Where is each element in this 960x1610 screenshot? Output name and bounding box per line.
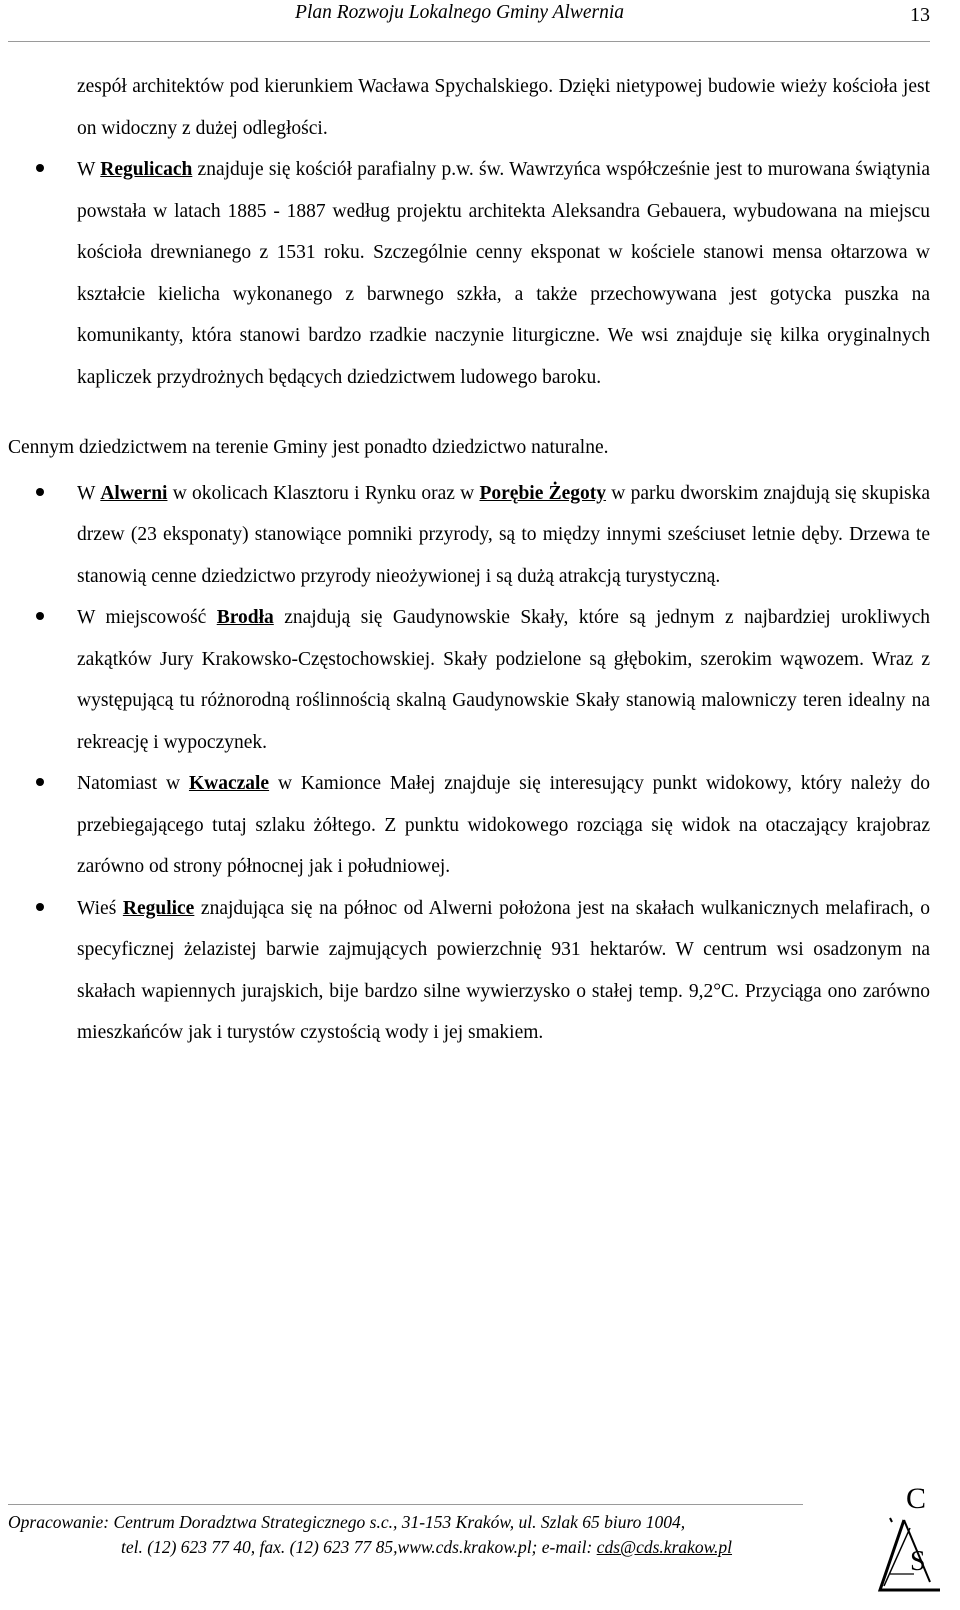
list-item-alwerni: W Alwerni w okolicach Klasztoru i Rynku oraz w Porębie Żegoty w parku dworskim znajdują się skupiska drzew (23 eksponaty) stanowiące pomniki przyrody, są to między innymi sześciuset letnie dęby. Drzewa te stanowią cenne dziedzictwo przyrody nieożywionej i są dużą atrakcją turystyczną. bbox=[8, 473, 930, 598]
document-title: Plan Rozwoju Lokalnego Gminy Alwernia bbox=[295, 2, 624, 23]
bullet-icon bbox=[36, 488, 44, 496]
cds-logo-icon bbox=[870, 1478, 950, 1598]
page-header bbox=[0, 0, 960, 42]
footer-contact: tel. (12) 623 77 40, fax. (12) 623 77 85,www.cds.krakow.pl; e-mail: cds@cds.krakow.pl bbox=[121, 1537, 733, 1557]
list-item-regulicach: W Regulicach znajduje się kościół parafialny p.w. św. Wawrzyńca współcześnie jest to murowana świątynia powstała w latach 1885 - 1887 według projektu architekta Aleksandra Gebauera, wybudowana na miejscu kościoła drewnianego z 1531 roku. Szczególnie cenny eksponat w kościele stanowi mensa ołtarzowa w kształcie kielicha wykonanego z barwnego szkła, a także przechowywana jest gotycka puszka na komunikanty, która stanowi bardzo rzadkie naczynie liturgiczne. We wsi znajduje się kilka oryginalnych kapliczek przydrożnych będących dziedzictwem ludowego baroku. bbox=[8, 149, 930, 398]
footer-divider bbox=[8, 1504, 803, 1505]
header-divider bbox=[8, 41, 930, 42]
list-item-regulice: Wieś Regulice znajdująca się na północ od Alwerni położona jest na skałach wulkanicznych melafirach, o specyficznej żelazistej barwie zajmujących powierzchnię 931 hektarów. W centrum wsi osadzonym na skałach wapiennych jurajskich, bije bardzo silne wywierzysko o stałej temp. 9,2°C. Przyciąga ono zarówno mieszkańców jak i turystów czystością wody i jej smakiem. bbox=[8, 888, 930, 1054]
place-name-regulice: Regulice bbox=[122, 897, 195, 919]
logo-letter-s: S bbox=[910, 1546, 926, 1577]
logo-letter-c: C bbox=[906, 1482, 927, 1515]
bullet-icon bbox=[36, 903, 44, 911]
list-item-kwaczale: Natomiast w Kwaczale w Kamionce Małej znajduje się interesujący punkt widokowy, który należy do przebiegającego tutaj szlaku żółtego. Z punktu widokowego rozciąga się widok na otaczający krajobraz zarówno od strony północnej jak i południowej. bbox=[8, 763, 930, 888]
place-name-regulicach: Regulicach bbox=[100, 159, 193, 180]
place-name-brodla: Brodła bbox=[216, 607, 274, 628]
page-body bbox=[8, 66, 930, 1054]
footer-address: Opracowanie: Centrum Doradztwa Strategicznego s.c., 31-153 Kraków, ul. Szlak 65 biuro 1004, bbox=[8, 1512, 686, 1532]
list-item-brodla: W miejscowość Brodła znajdują się Gaudynowskie Skały, które są jednym z najbardziej urokliwych zakątków Jury Krakowsko-Częstochowskiej. Skały podzielone są głębokim, szerokim wąwozem. Wraz z występującą tu różnorodną roślinnością skalną Gaudynowskie Skały stanowią malowniczy teren idealny na rekreację i wypoczynek. bbox=[8, 597, 930, 763]
bullet-icon bbox=[36, 164, 44, 172]
footer-email-link[interactable]: cds@cds.krakow.pl bbox=[596, 1537, 733, 1557]
bullet-icon bbox=[36, 778, 44, 786]
place-name-alwerni: Alwerni bbox=[100, 482, 168, 504]
paragraph-continuation: zespół architektów pod kierunkiem Wacława Spychalskiego. Dzięki nietypowej budowie wieży kościoła jest on widoczny z dużej odległości. bbox=[77, 76, 930, 139]
bullet-icon bbox=[36, 612, 44, 620]
paragraph-natural-heritage: Cennym dziedzictwem na terenie Gminy jest ponadto dziedzictwo naturalne. bbox=[8, 437, 609, 458]
place-name-porebie-zegoty: Porębie Żegoty bbox=[479, 482, 607, 504]
place-name-kwaczale: Kwaczale bbox=[188, 773, 270, 794]
page-number: 13 bbox=[910, 4, 930, 26]
